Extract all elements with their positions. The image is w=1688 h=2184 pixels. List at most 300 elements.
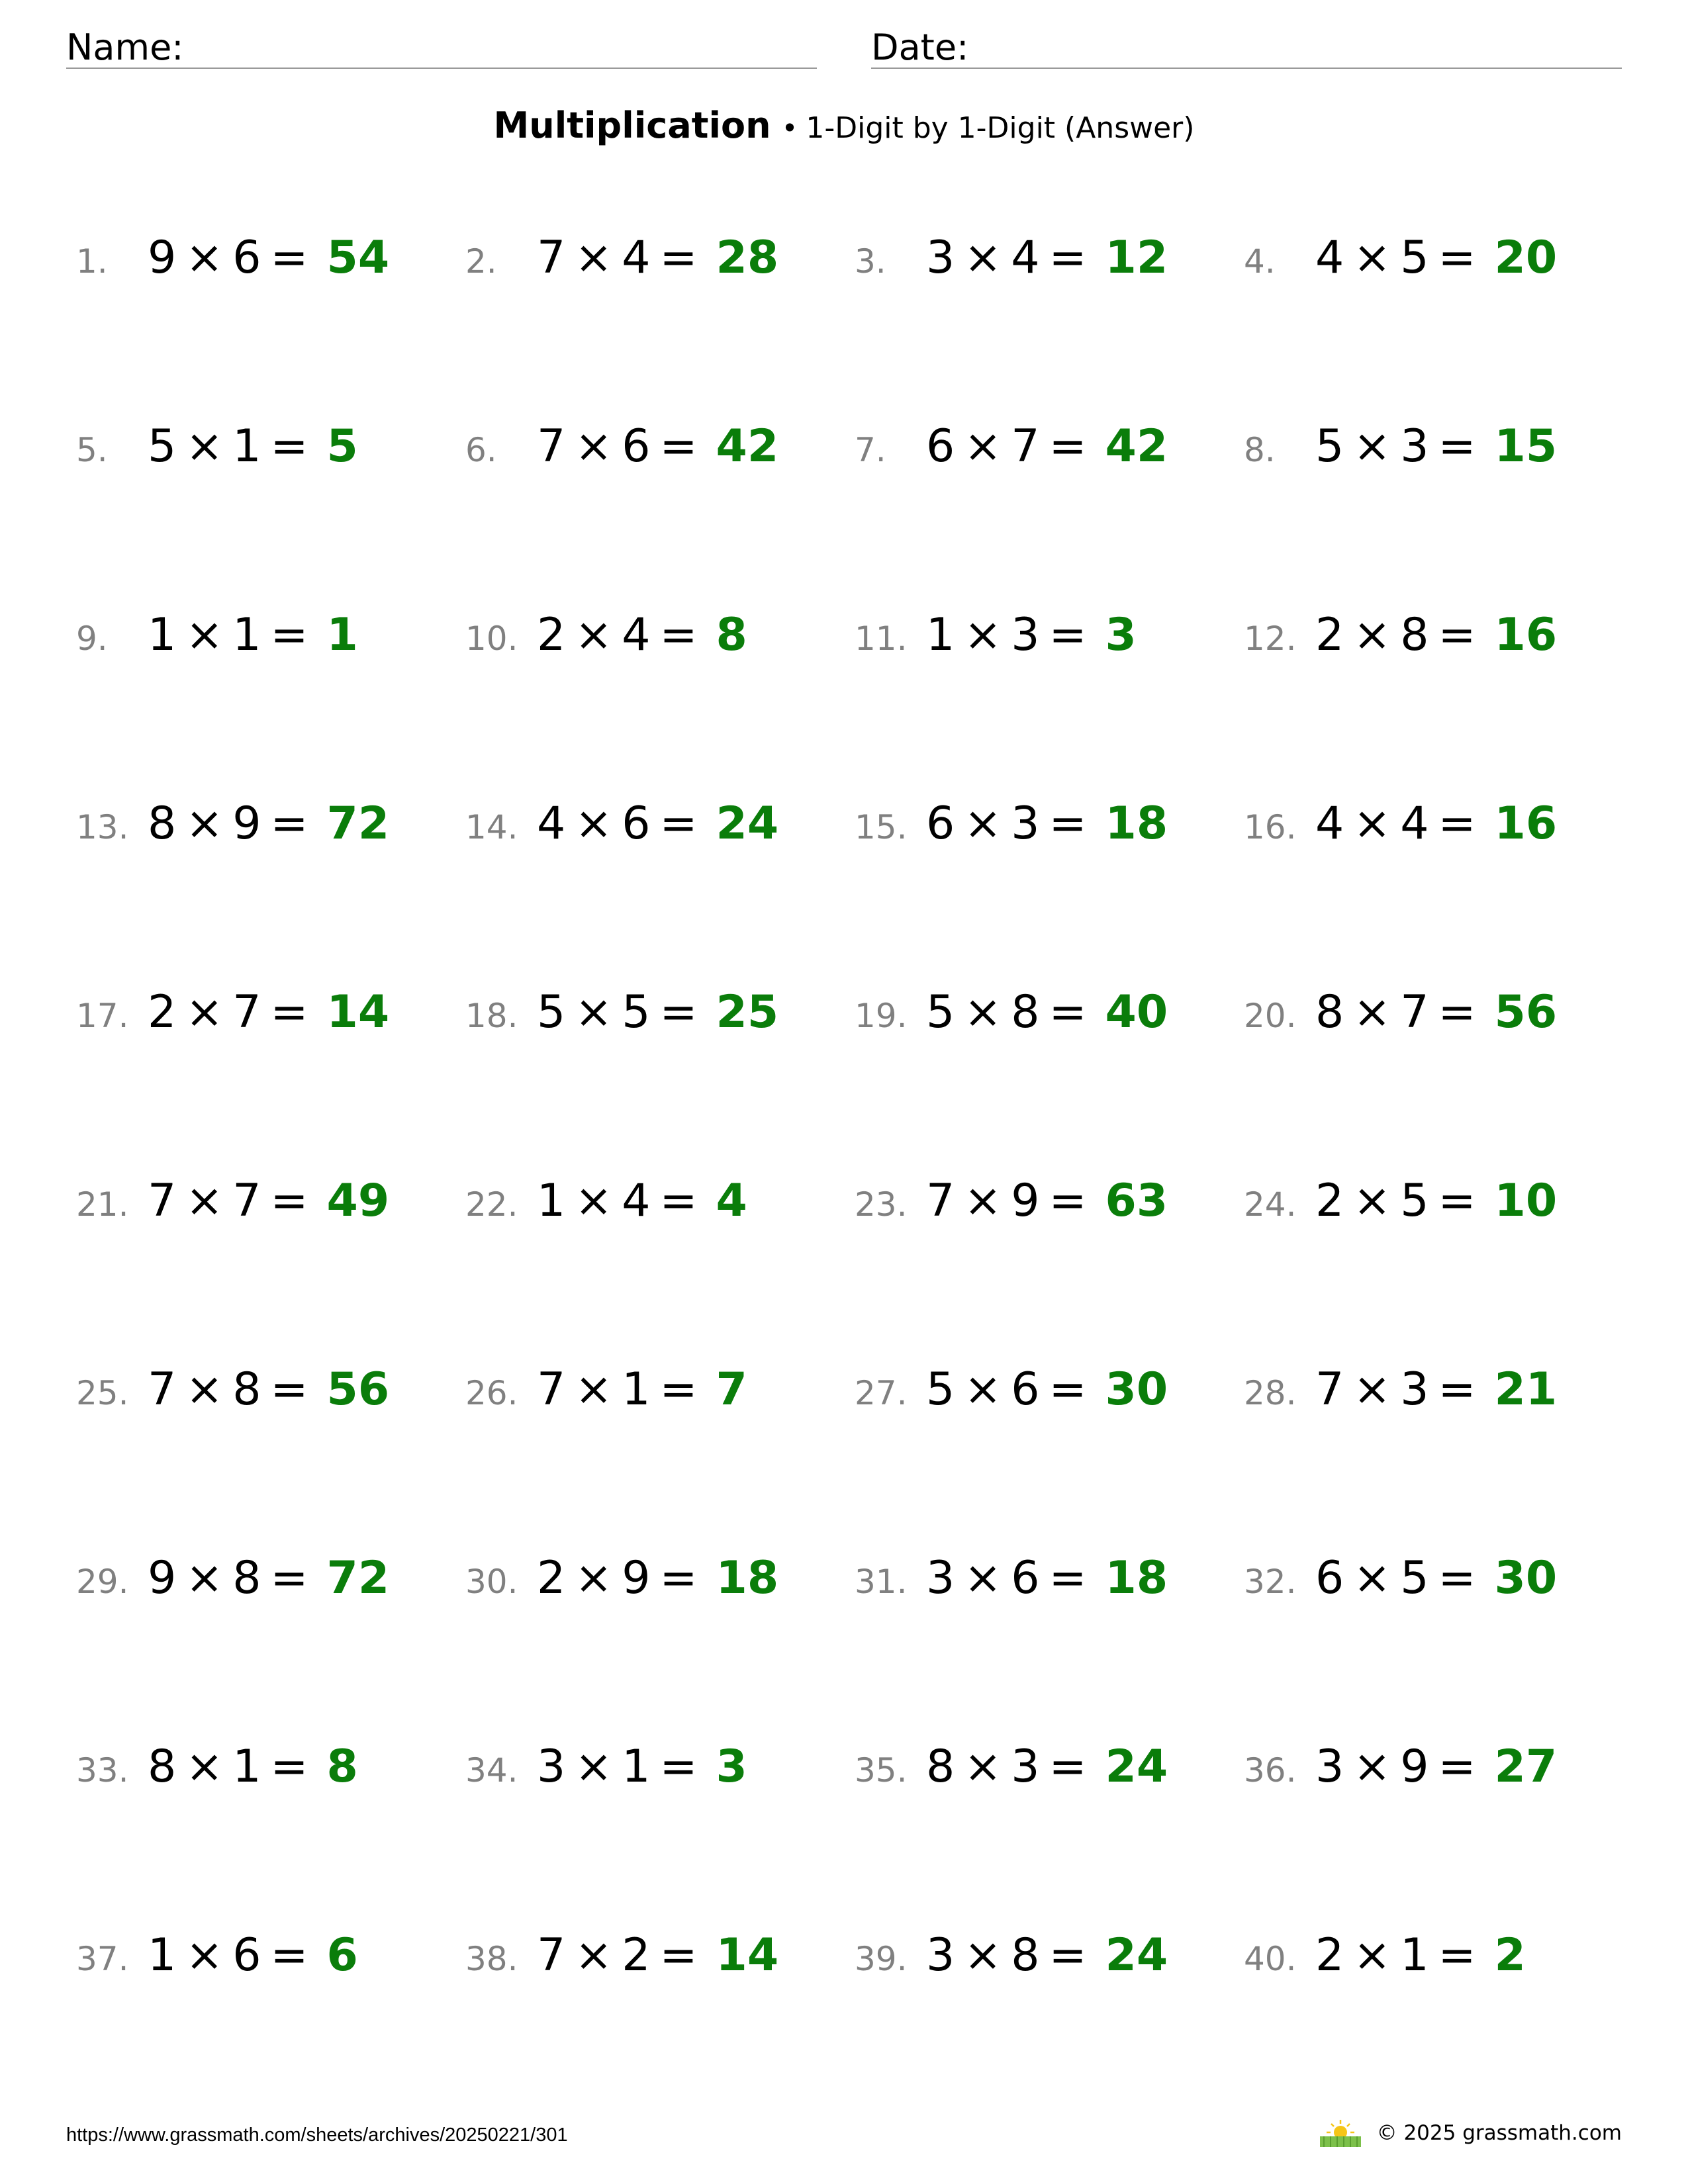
problem-expression: [537, 232, 707, 284]
problem-number: 25.: [76, 1374, 129, 1412]
problem-number: 15.: [855, 808, 908, 846]
multiply-sign: ×: [1353, 1363, 1391, 1416]
factor-a: 7: [148, 1175, 177, 1227]
problem-item: [855, 232, 1168, 304]
problem-number: 27.: [855, 1374, 908, 1412]
problem-item: [1244, 1552, 1557, 1625]
problem-expression: [926, 1741, 1096, 1793]
problem-item: [855, 609, 1137, 682]
problem-expression: [926, 609, 1096, 661]
answer: 15: [1494, 420, 1558, 473]
problem-item: [465, 609, 747, 682]
problem-expression: [926, 1175, 1096, 1227]
factor-b: 7: [232, 986, 261, 1038]
multiply-sign: ×: [575, 1363, 613, 1416]
equals-sign: =: [1438, 797, 1476, 850]
problem-item: [465, 1363, 747, 1436]
factor-b: 8: [1400, 609, 1429, 661]
problem-item: [76, 1363, 389, 1436]
factor-b: 3: [1011, 609, 1040, 661]
multiply-sign: ×: [964, 1929, 1002, 1981]
factor-b: 8: [232, 1363, 261, 1416]
problem-expression: [1315, 1552, 1485, 1604]
multiply-sign: ×: [185, 232, 224, 284]
factor-b: 6: [1011, 1552, 1040, 1604]
multiply-sign: ×: [185, 1929, 224, 1981]
problem-item: [1244, 1363, 1557, 1436]
factor-a: 3: [537, 1741, 566, 1793]
answer: 18: [716, 1552, 779, 1604]
problem-number: 18.: [465, 997, 518, 1035]
factor-b: 9: [1011, 1175, 1040, 1227]
answer: 8: [716, 609, 747, 661]
problem-item: [1244, 1929, 1526, 2002]
problem-number: 38.: [465, 1940, 518, 1978]
problem-expression: [926, 986, 1096, 1038]
problem-item: [76, 609, 358, 682]
problem-number: 7.: [855, 431, 886, 469]
problem-expression: [537, 1552, 707, 1604]
multiply-sign: ×: [964, 232, 1002, 284]
factor-b: 1: [622, 1741, 651, 1793]
name-field: [66, 26, 817, 69]
answer: 49: [326, 1175, 390, 1227]
problem-item: [465, 1552, 778, 1625]
footer-url: https://www.grassmath.com/sheets/archives/20250221/301: [66, 2124, 568, 2146]
title-separator: •: [781, 112, 798, 144]
problem-expression: [537, 1363, 707, 1416]
factor-a: 2: [1315, 609, 1344, 661]
problem-number: 36.: [1244, 1751, 1297, 1790]
factor-a: 2: [148, 986, 177, 1038]
problem-item: [76, 986, 389, 1059]
equals-sign: =: [1438, 232, 1476, 284]
problem-number: 11.: [855, 619, 908, 658]
equals-sign: =: [659, 1929, 698, 1981]
multiply-sign: ×: [964, 1363, 1002, 1416]
factor-a: 7: [537, 1929, 566, 1981]
problem-number: 37.: [76, 1940, 129, 1978]
factor-b: 3: [1400, 420, 1429, 473]
problem-number: 6.: [465, 431, 497, 469]
equals-sign: =: [1438, 1363, 1476, 1416]
multiply-sign: ×: [185, 986, 224, 1038]
problem-number: 22.: [465, 1185, 518, 1224]
factor-b: 5: [1400, 232, 1429, 284]
problem-item: [76, 1741, 358, 1813]
answer: 5: [326, 420, 358, 473]
problem-expression: [537, 1175, 707, 1227]
problem-expression: [926, 797, 1096, 850]
problem-number: 5.: [76, 431, 108, 469]
problem-number: 17.: [76, 997, 129, 1035]
problem-expression: [148, 1363, 318, 1416]
answer: 30: [1494, 1552, 1558, 1604]
equals-sign: =: [1438, 1175, 1476, 1227]
answer: 3: [716, 1741, 747, 1793]
multiply-sign: ×: [575, 1741, 613, 1793]
footer-branding: [1317, 2118, 1622, 2148]
equals-sign: =: [1438, 986, 1476, 1038]
worksheet-title: [0, 105, 1688, 146]
problem-number: 2.: [465, 242, 497, 281]
multiply-sign: ×: [1353, 232, 1391, 284]
factor-b: 1: [622, 1363, 651, 1416]
equals-sign: =: [659, 609, 698, 661]
problem-item: [465, 232, 778, 304]
problem-number: 29.: [76, 1563, 129, 1601]
problem-number: 35.: [855, 1751, 908, 1790]
answer: 1: [326, 609, 358, 661]
multiply-sign: ×: [185, 1175, 224, 1227]
problem-number: 4.: [1244, 242, 1276, 281]
factor-b: 4: [622, 1175, 651, 1227]
factor-a: 2: [537, 609, 566, 661]
multiply-sign: ×: [185, 420, 224, 473]
factor-a: 9: [148, 232, 177, 284]
factor-b: 3: [1011, 1741, 1040, 1793]
factor-a: 9: [148, 1552, 177, 1604]
factor-b: 8: [1011, 1929, 1040, 1981]
multiply-sign: ×: [964, 1741, 1002, 1793]
problem-item: [855, 1929, 1168, 2002]
problem-expression: [148, 1175, 318, 1227]
problem-item: [76, 797, 389, 870]
factor-b: 8: [232, 1552, 261, 1604]
problem-item: [76, 420, 358, 493]
factor-a: 1: [926, 609, 955, 661]
problem-item: [855, 420, 1168, 493]
problem-number: 9.: [76, 619, 108, 658]
problem-expression: [1315, 1175, 1485, 1227]
problem-expression: [148, 986, 318, 1038]
equals-sign: =: [659, 1363, 698, 1416]
grass-sun-logo-icon: [1317, 2118, 1364, 2148]
factor-a: 4: [1315, 797, 1344, 850]
answer: 25: [716, 986, 779, 1038]
problem-number: 32.: [1244, 1563, 1297, 1601]
equals-sign: =: [659, 797, 698, 850]
multiply-sign: ×: [1353, 1741, 1391, 1793]
problem-expression: [148, 609, 318, 661]
multiply-sign: ×: [1353, 986, 1391, 1038]
equals-sign: =: [659, 1175, 698, 1227]
multiply-sign: ×: [1353, 797, 1391, 850]
factor-a: 1: [148, 609, 177, 661]
problem-number: 34.: [465, 1751, 518, 1790]
multiply-sign: ×: [964, 609, 1002, 661]
factor-b: 9: [1400, 1741, 1429, 1793]
problem-number: 28.: [1244, 1374, 1297, 1412]
equals-sign: =: [270, 1363, 308, 1416]
multiply-sign: ×: [964, 797, 1002, 850]
equals-sign: =: [1049, 1552, 1087, 1604]
equals-sign: =: [270, 797, 308, 850]
factor-b: 6: [1011, 1363, 1040, 1416]
problem-item: [465, 986, 778, 1059]
problem-number: 12.: [1244, 619, 1297, 658]
multiply-sign: ×: [1353, 1552, 1391, 1604]
problem-expression: [537, 1929, 707, 1981]
problem-number: 20.: [1244, 997, 1297, 1035]
factor-a: 5: [926, 986, 955, 1038]
answer: 2: [1494, 1929, 1526, 1981]
problem-item: [855, 1552, 1168, 1625]
equals-sign: =: [1438, 1929, 1476, 1981]
equals-sign: =: [1049, 420, 1087, 473]
title-subtitle: 1-Digit by 1-Digit (Answer): [806, 111, 1195, 145]
problem-item: [1244, 1741, 1557, 1813]
answer: 16: [1494, 797, 1558, 850]
name-label: Name:: [66, 26, 184, 68]
answer: 72: [326, 797, 390, 850]
multiply-sign: ×: [1353, 609, 1391, 661]
problem-expression: [926, 232, 1096, 284]
equals-sign: =: [659, 420, 698, 473]
answer: 14: [716, 1929, 779, 1981]
equals-sign: =: [270, 1552, 308, 1604]
problem-number: 31.: [855, 1563, 908, 1601]
problem-expression: [148, 232, 318, 284]
factor-a: 1: [148, 1929, 177, 1981]
problem-expression: [537, 1741, 707, 1793]
answer: 12: [1105, 232, 1168, 284]
factor-a: 2: [537, 1552, 566, 1604]
factor-a: 7: [537, 232, 566, 284]
answer: 28: [716, 232, 779, 284]
factor-b: 5: [622, 986, 651, 1038]
multiply-sign: ×: [185, 609, 224, 661]
factor-a: 4: [537, 797, 566, 850]
problem-item: [1244, 609, 1557, 682]
multiply-sign: ×: [1353, 1175, 1391, 1227]
answer: 56: [1494, 986, 1558, 1038]
problem-number: 19.: [855, 997, 908, 1035]
multiply-sign: ×: [575, 1175, 613, 1227]
equals-sign: =: [1438, 420, 1476, 473]
problem-expression: [537, 797, 707, 850]
problem-number: 26.: [465, 1374, 518, 1412]
date-label: Date:: [871, 26, 969, 68]
factor-a: 6: [926, 797, 955, 850]
multiply-sign: ×: [575, 232, 613, 284]
multiply-sign: ×: [1353, 420, 1391, 473]
problem-number: 30.: [465, 1563, 518, 1601]
problem-number: 3.: [855, 242, 886, 281]
problem-item: [1244, 232, 1557, 304]
factor-a: 8: [148, 797, 177, 850]
multiply-sign: ×: [964, 986, 1002, 1038]
factor-b: 4: [1011, 232, 1040, 284]
factor-a: 6: [926, 420, 955, 473]
date-field: [871, 26, 1622, 69]
factor-a: 4: [1315, 232, 1344, 284]
title-main: Multiplication: [493, 105, 771, 146]
problem-item: [76, 1175, 389, 1248]
factor-a: 7: [926, 1175, 955, 1227]
equals-sign: =: [1438, 1741, 1476, 1793]
equals-sign: =: [1049, 797, 1087, 850]
problem-item: [855, 986, 1168, 1059]
equals-sign: =: [1049, 1929, 1087, 1981]
problem-number: 14.: [465, 808, 518, 846]
equals-sign: =: [1049, 609, 1087, 661]
problem-expression: [926, 1929, 1096, 1981]
factor-b: 2: [622, 1929, 651, 1981]
problem-item: [465, 797, 778, 870]
factor-b: 5: [1400, 1552, 1429, 1604]
problem-expression: [1315, 1741, 1485, 1793]
problem-number: 39.: [855, 1940, 908, 1978]
factor-b: 4: [622, 232, 651, 284]
equals-sign: =: [659, 986, 698, 1038]
factor-b: 1: [232, 1741, 261, 1793]
answer: 24: [1105, 1741, 1168, 1793]
problem-item: [1244, 986, 1557, 1059]
problem-expression: [148, 420, 318, 473]
equals-sign: =: [659, 1741, 698, 1793]
factor-b: 4: [622, 609, 651, 661]
problem-expression: [1315, 232, 1485, 284]
equals-sign: =: [270, 609, 308, 661]
factor-a: 7: [537, 420, 566, 473]
problem-expression: [1315, 1929, 1485, 1981]
answer: 4: [716, 1175, 747, 1227]
factor-a: 3: [926, 1929, 955, 1981]
answer: 42: [716, 420, 779, 473]
problem-item: [1244, 420, 1557, 493]
factor-a: 8: [148, 1741, 177, 1793]
answer: 40: [1105, 986, 1168, 1038]
factor-b: 1: [1400, 1929, 1429, 1981]
factor-b: 8: [1011, 986, 1040, 1038]
factor-a: 7: [537, 1363, 566, 1416]
equals-sign: =: [270, 1741, 308, 1793]
multiply-sign: ×: [1353, 1929, 1391, 1981]
factor-a: 8: [1315, 986, 1344, 1038]
problem-number: 33.: [76, 1751, 129, 1790]
answer: 3: [1105, 609, 1137, 661]
problem-number: 40.: [1244, 1940, 1297, 1978]
factor-b: 4: [1400, 797, 1429, 850]
equals-sign: =: [270, 1929, 308, 1981]
equals-sign: =: [1049, 232, 1087, 284]
problem-expression: [148, 1741, 318, 1793]
problem-expression: [148, 1929, 318, 1981]
factor-b: 1: [232, 609, 261, 661]
factor-b: 6: [622, 420, 651, 473]
factor-a: 2: [1315, 1175, 1344, 1227]
problem-item: [855, 1175, 1168, 1248]
factor-a: 5: [537, 986, 566, 1038]
answer: 27: [1494, 1741, 1558, 1793]
problem-expression: [926, 420, 1096, 473]
answer: 30: [1105, 1363, 1168, 1416]
problem-item: [465, 1929, 778, 2002]
problem-item: [1244, 1175, 1557, 1248]
equals-sign: =: [659, 232, 698, 284]
problem-expression: [537, 420, 707, 473]
problem-number: 8.: [1244, 431, 1276, 469]
answer: 21: [1494, 1363, 1558, 1416]
factor-a: 3: [1315, 1741, 1344, 1793]
equals-sign: =: [1438, 1552, 1476, 1604]
factor-b: 9: [232, 797, 261, 850]
answer: 24: [1105, 1929, 1168, 1981]
multiply-sign: ×: [575, 1552, 613, 1604]
multiply-sign: ×: [964, 420, 1002, 473]
answer: 16: [1494, 609, 1558, 661]
problem-item: [76, 232, 389, 304]
factor-b: 7: [1400, 986, 1429, 1038]
equals-sign: =: [270, 986, 308, 1038]
factor-a: 6: [1315, 1552, 1344, 1604]
answer: 20: [1494, 232, 1558, 284]
answer: 24: [716, 797, 779, 850]
answer: 72: [326, 1552, 390, 1604]
problem-number: 23.: [855, 1185, 908, 1224]
problem-expression: [926, 1363, 1096, 1416]
problem-item: [855, 1741, 1168, 1813]
problem-item: [855, 1363, 1168, 1436]
factor-b: 7: [232, 1175, 261, 1227]
problem-expression: [1315, 1363, 1485, 1416]
problem-item: [76, 1929, 358, 2002]
factor-a: 2: [1315, 1929, 1344, 1981]
equals-sign: =: [270, 232, 308, 284]
equals-sign: =: [1438, 609, 1476, 661]
multiply-sign: ×: [575, 420, 613, 473]
factor-a: 5: [926, 1363, 955, 1416]
factor-a: 5: [1315, 420, 1344, 473]
problem-expression: [148, 797, 318, 850]
multiply-sign: ×: [185, 1363, 224, 1416]
problem-expression: [1315, 986, 1485, 1038]
problem-expression: [148, 1552, 318, 1604]
multiply-sign: ×: [964, 1552, 1002, 1604]
problem-expression: [1315, 420, 1485, 473]
answer: 14: [326, 986, 390, 1038]
factor-a: 7: [148, 1363, 177, 1416]
answer: 6: [326, 1929, 358, 1981]
problem-number: 1.: [76, 242, 108, 281]
problem-expression: [1315, 609, 1485, 661]
factor-b: 3: [1400, 1363, 1429, 1416]
factor-b: 6: [232, 1929, 261, 1981]
factor-a: 7: [1315, 1363, 1344, 1416]
multiply-sign: ×: [575, 797, 613, 850]
factor-b: 5: [1400, 1175, 1429, 1227]
equals-sign: =: [270, 420, 308, 473]
equals-sign: =: [1049, 1363, 1087, 1416]
multiply-sign: ×: [575, 1929, 613, 1981]
factor-b: 6: [232, 232, 261, 284]
equals-sign: =: [1049, 986, 1087, 1038]
factor-b: 3: [1011, 797, 1040, 850]
factor-b: 9: [622, 1552, 651, 1604]
multiply-sign: ×: [575, 986, 613, 1038]
answer: 63: [1105, 1175, 1168, 1227]
factor-b: 7: [1011, 420, 1040, 473]
multiply-sign: ×: [964, 1175, 1002, 1227]
factor-b: 1: [232, 420, 261, 473]
problem-expression: [926, 1552, 1096, 1604]
problem-number: 24.: [1244, 1185, 1297, 1224]
multiply-sign: ×: [185, 1741, 224, 1793]
answer: 7: [716, 1363, 747, 1416]
problem-item: [855, 797, 1168, 870]
answer: 18: [1105, 1552, 1168, 1604]
